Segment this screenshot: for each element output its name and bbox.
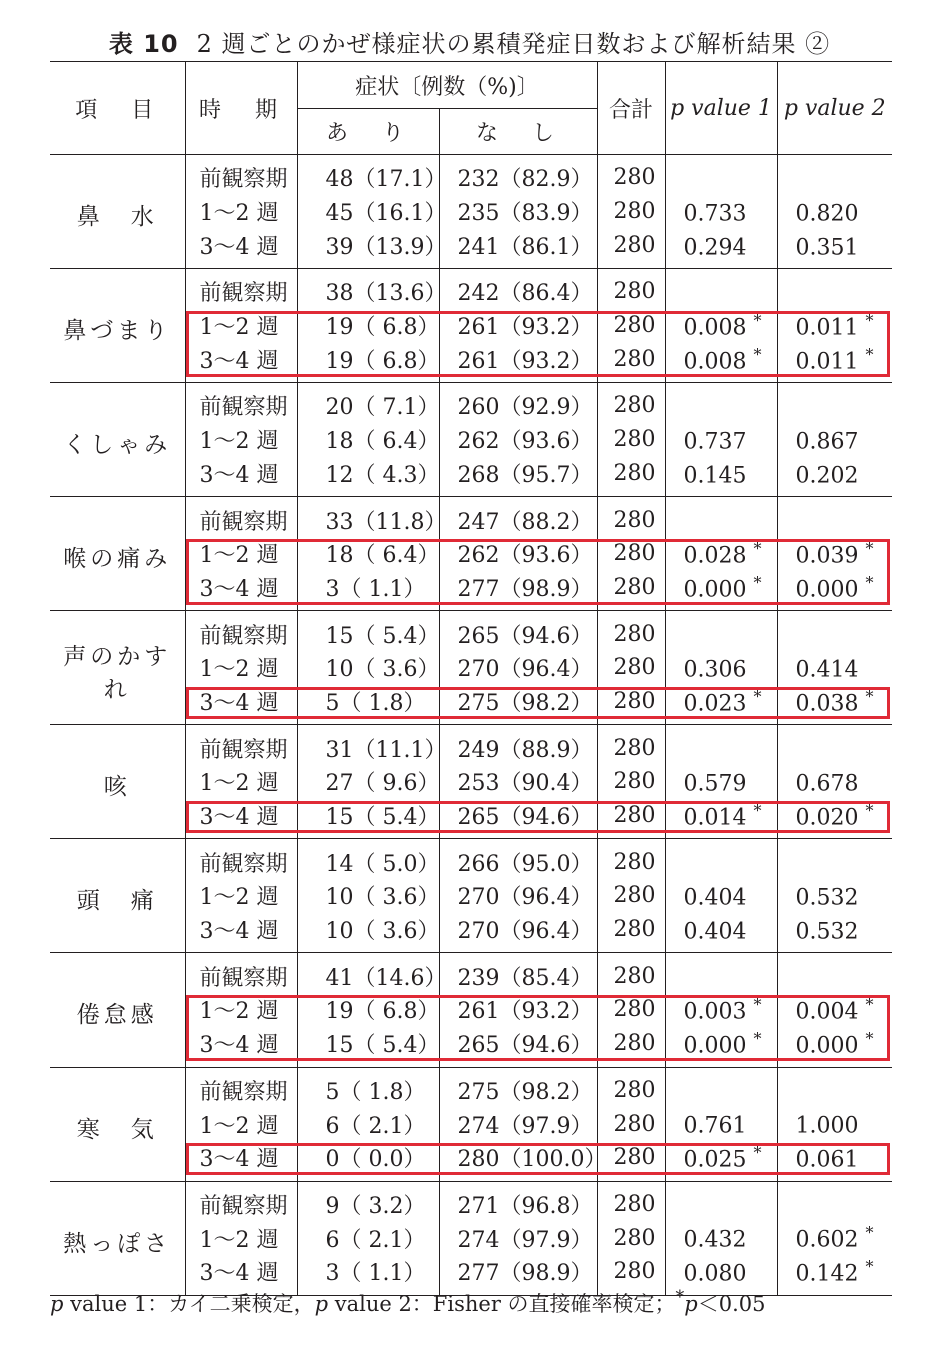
table-row [50, 1067, 892, 1107]
ari-cell: 45（16.1） [297, 195, 439, 229]
total-cell: 280 [597, 1181, 665, 1221]
significance-mark: * [753, 995, 762, 1015]
p-value-1-cell [665, 457, 777, 497]
p-value-1: 0.404 [683, 919, 747, 945]
footnote-sig-mark: * [675, 1288, 685, 1308]
p-value-1-cell [665, 799, 777, 839]
symptom-name: 喉の痛み [63, 546, 172, 573]
ari-cell: 3（ 1.1） [297, 1255, 439, 1295]
significance-mark: * [865, 995, 874, 1015]
ari-cell: 15（ 5.4） [297, 611, 439, 651]
total-cell: 280 [597, 537, 665, 571]
p-value-2: 0.000 [795, 1033, 859, 1059]
ari-cell: 10（ 3.6） [297, 651, 439, 685]
p-value-1: 0.008 [683, 348, 747, 374]
symptom-name: 声のかすれ [63, 643, 172, 703]
footnote [50, 1288, 766, 1318]
p-value-2-cell [777, 1107, 892, 1141]
significance-mark: * [865, 1028, 874, 1048]
period-cell: 前観察期 [185, 611, 297, 651]
p-value-2-cell [777, 839, 892, 879]
nashi-cell: 261（93.2） [439, 342, 597, 382]
p-value-2-cell [777, 953, 892, 993]
significance-mark: * [865, 686, 874, 706]
footnote-sig-text: ＜0.05 [697, 1292, 766, 1316]
p-value-1-cell [665, 309, 777, 343]
p-value-1: 0.003 [683, 999, 747, 1025]
p-value-1-cell [665, 269, 777, 309]
symptom-name: 倦怠感 [76, 1002, 158, 1029]
nashi-cell: 274（97.9） [439, 1107, 597, 1141]
ari-cell: 0（ 0.0） [297, 1141, 439, 1181]
p-value-1: 0.432 [683, 1227, 747, 1253]
ari-cell: 5（ 1.8） [297, 685, 439, 725]
nashi-cell: 270（96.4） [439, 879, 597, 913]
p-value-1: 0.014 [683, 805, 747, 831]
nashi-cell: 232（82.9） [439, 155, 597, 195]
p-value-1: 0.145 [683, 463, 747, 488]
ari-cell: 31（11.1） [297, 725, 439, 765]
period-cell: 1～2 週 [185, 879, 297, 913]
p-value-2-cell [777, 685, 892, 725]
p-value-2-cell [777, 651, 892, 685]
p-value-2: 0.000 [795, 577, 859, 603]
p-value-2: 0.414 [795, 657, 859, 683]
p-value-1-cell [665, 423, 777, 457]
p-value-2-cell [777, 309, 892, 343]
nashi-cell: 253（90.4） [439, 765, 597, 799]
table-row [50, 497, 892, 537]
ari-cell: 6（ 2.1） [297, 1107, 439, 1141]
significance-mark: * [865, 1257, 874, 1277]
total-cell: 280 [597, 611, 665, 651]
ari-cell: 14（ 5.0） [297, 839, 439, 879]
ari-cell: 9（ 3.2） [297, 1181, 439, 1221]
ari-cell: 15（ 5.4） [297, 1027, 439, 1067]
ari-cell: 3（ 1.1） [297, 571, 439, 611]
p-value-1-cell [665, 195, 777, 229]
p-value-1-cell [665, 1181, 777, 1221]
symptom-name: 鼻 水 [76, 204, 158, 231]
caption-text: 2 週ごとのかぜ様症状の累積発症日数および解析結果 ② [196, 30, 831, 58]
period-cell: 1～2 週 [185, 537, 297, 571]
results-table [50, 61, 892, 1296]
period-cell: 1～2 週 [185, 195, 297, 229]
significance-mark: * [865, 539, 874, 559]
ari-cell: 6（ 2.1） [297, 1221, 439, 1255]
p-value-2: 0.011 [795, 315, 859, 341]
period-cell: 1～2 週 [185, 423, 297, 457]
total-cell: 280 [597, 228, 665, 268]
table-row [50, 1181, 892, 1221]
footnote-sig-p: p [684, 1292, 698, 1316]
p-value-1-cell [665, 651, 777, 685]
period-cell: 前観察期 [185, 725, 297, 765]
total-cell: 280 [597, 799, 665, 839]
nashi-cell: 271（96.8） [439, 1181, 597, 1221]
total-cell: 280 [597, 913, 665, 953]
total-cell: 280 [597, 342, 665, 382]
p-value-1-cell [665, 953, 777, 993]
symptom-group [50, 383, 892, 497]
nashi-cell: 265（94.6） [439, 611, 597, 651]
p-value-2: 0.142 [795, 1261, 859, 1287]
p-value-1-cell [665, 913, 777, 953]
nashi-cell: 266（95.0） [439, 839, 597, 879]
header-ari: あ り [297, 109, 439, 155]
total-cell: 280 [597, 423, 665, 457]
total-cell: 280 [597, 383, 665, 423]
p-value-2-cell [777, 571, 892, 611]
total-cell: 280 [597, 1221, 665, 1255]
nashi-cell: 275（98.2） [439, 1067, 597, 1107]
significance-mark: * [865, 800, 874, 820]
nashi-cell: 260（92.9） [439, 383, 597, 423]
p-value-2-cell [777, 993, 892, 1027]
p-value-2-cell [777, 725, 892, 765]
symptom-group [50, 269, 892, 383]
p-value-1: 0.733 [683, 201, 747, 227]
total-cell: 280 [597, 497, 665, 537]
significance-mark: * [753, 1143, 762, 1163]
nashi-cell: 280（100.0） [439, 1141, 597, 1181]
nashi-cell: 274（97.9） [439, 1221, 597, 1255]
period-cell: 前観察期 [185, 839, 297, 879]
symptom-name: くしゃみ [63, 432, 172, 459]
p-value-1: 0.080 [683, 1261, 747, 1287]
p-value-2-cell [777, 1141, 892, 1181]
significance-mark: * [865, 344, 874, 364]
period-cell: 前観察期 [185, 1067, 297, 1107]
p-value-2-cell [777, 611, 892, 651]
ari-cell: 20（ 7.1） [297, 383, 439, 423]
header-period: 時 期 [185, 62, 297, 155]
total-cell: 280 [597, 765, 665, 799]
ari-cell: 19（ 6.8） [297, 309, 439, 343]
symptom-name: 頭 痛 [76, 888, 158, 915]
p-value-2-cell [777, 1067, 892, 1107]
total-cell: 280 [597, 879, 665, 913]
nashi-cell: 275（98.2） [439, 685, 597, 725]
p-value-2: 0.061 [795, 1147, 859, 1173]
p-value-1: 0.023 [683, 691, 747, 717]
p-value-2-cell [777, 913, 892, 953]
total-cell: 280 [597, 1141, 665, 1181]
p-value-2-cell [777, 155, 892, 195]
p-value-2-cell [777, 497, 892, 537]
significance-mark: * [753, 344, 762, 364]
table-row [50, 839, 892, 879]
p-value-2-cell [777, 1255, 892, 1295]
p-value-2-cell [777, 799, 892, 839]
nashi-cell: 242（86.4） [439, 269, 597, 309]
total-cell: 280 [597, 1255, 665, 1295]
symptom-group [50, 1181, 892, 1295]
header-total: 合計 [597, 62, 665, 155]
total-cell: 280 [597, 155, 665, 195]
p-value-1-cell [665, 497, 777, 537]
ari-cell: 39（13.9） [297, 228, 439, 268]
ari-cell: 19（ 6.8） [297, 993, 439, 1027]
significance-mark: * [865, 310, 874, 330]
footnote-p2-text: value 2：Fisher の直接確率検定； [328, 1292, 676, 1316]
total-cell: 280 [597, 953, 665, 993]
table-row [50, 269, 892, 309]
ari-cell: 38（13.6） [297, 269, 439, 309]
p-value-2-cell [777, 269, 892, 309]
symptom-name: 寒 気 [76, 1116, 158, 1143]
table-row [50, 383, 892, 423]
significance-mark: * [753, 686, 762, 706]
ari-cell: 15（ 5.4） [297, 799, 439, 839]
p-value-2-cell [777, 195, 892, 229]
p-value-2: 0.532 [795, 919, 859, 945]
nashi-cell: 277（98.9） [439, 1255, 597, 1295]
p-value-1: 0.294 [683, 234, 747, 260]
header-item: 項 目 [75, 97, 160, 123]
p-value-2: 0.020 [795, 805, 859, 831]
total-cell: 280 [597, 1027, 665, 1067]
nashi-cell: 241（86.1） [439, 228, 597, 268]
period-cell: 1～2 週 [185, 765, 297, 799]
header-p-value-1: p value 1 [665, 62, 777, 155]
p-value-2-cell [777, 1221, 892, 1255]
period-cell: 1～2 週 [185, 651, 297, 685]
nashi-cell: 270（96.4） [439, 651, 597, 685]
p-value-2: 0.004 [795, 999, 859, 1025]
ari-cell: 10（ 3.6） [297, 913, 439, 953]
p-value-2-cell [777, 383, 892, 423]
p-value-2: 0.011 [795, 348, 859, 374]
p-value-2-cell [777, 765, 892, 799]
nashi-cell: 262（93.6） [439, 423, 597, 457]
period-cell: 3～4 週 [185, 913, 297, 953]
period-cell: 1～2 週 [185, 993, 297, 1027]
period-cell: 3～4 週 [185, 685, 297, 725]
total-cell: 280 [597, 839, 665, 879]
nashi-cell: 247（88.2） [439, 497, 597, 537]
period-cell: 3～4 週 [185, 1255, 297, 1295]
period-cell: 3～4 週 [185, 1141, 297, 1181]
p-value-1-cell [665, 571, 777, 611]
period-cell: 3～4 週 [185, 457, 297, 497]
nashi-cell: 239（85.4） [439, 953, 597, 993]
p-value-1-cell [665, 993, 777, 1027]
p-value-2: 1.000 [795, 1113, 859, 1139]
significance-mark: * [753, 572, 762, 592]
p-value-2-cell [777, 423, 892, 457]
period-cell: 前観察期 [185, 269, 297, 309]
p-value-1-cell [665, 537, 777, 571]
symptom-name: 熱っぽさ [63, 1230, 172, 1257]
nashi-cell: 249（88.9） [439, 725, 597, 765]
p-value-1-cell [665, 1027, 777, 1067]
total-cell: 280 [597, 725, 665, 765]
p-value-1-cell [665, 765, 777, 799]
ari-cell: 18（ 6.4） [297, 423, 439, 457]
p-value-2: 0.867 [795, 429, 859, 455]
p-value-1: 0.000 [683, 1033, 747, 1059]
table-row [50, 725, 892, 765]
total-cell: 280 [597, 457, 665, 497]
p-value-2: 0.820 [795, 201, 859, 227]
p-value-1: 0.008 [683, 315, 747, 341]
nashi-cell: 262（93.6） [439, 537, 597, 571]
p-value-2: 0.038 [795, 691, 859, 717]
p-value-1-cell [665, 611, 777, 651]
p-value-2: 0.602 [795, 1227, 859, 1253]
p-value-2: 0.678 [795, 771, 859, 797]
nashi-cell: 265（94.6） [439, 799, 597, 839]
significance-mark: * [865, 1223, 874, 1243]
nashi-cell: 270（96.4） [439, 913, 597, 953]
p-value-1: 0.306 [683, 657, 747, 683]
ari-cell: 5（ 1.8） [297, 1067, 439, 1107]
period-cell: 3～4 週 [185, 571, 297, 611]
p-value-1-cell [665, 1221, 777, 1255]
p-value-2: 0.202 [795, 463, 859, 488]
ari-cell: 41（14.6） [297, 953, 439, 993]
nashi-cell: 261（93.2） [439, 993, 597, 1027]
period-cell: 3～4 週 [185, 799, 297, 839]
period-cell: 前観察期 [185, 953, 297, 993]
total-cell: 280 [597, 1107, 665, 1141]
period-cell: 1～2 週 [185, 1221, 297, 1255]
p-value-1-cell [665, 685, 777, 725]
period-cell: 3～4 週 [185, 228, 297, 268]
period-cell: 前観察期 [185, 497, 297, 537]
p-value-1: 0.404 [683, 885, 747, 911]
symptom-group [50, 1067, 892, 1181]
ari-cell: 27（ 9.6） [297, 765, 439, 799]
significance-mark: * [753, 310, 762, 330]
p-value-1-cell [665, 155, 777, 195]
p-value-2: 0.039 [795, 543, 859, 569]
p-value-1-cell [665, 725, 777, 765]
symptom-group [50, 497, 892, 611]
symptom-name: 咳 [103, 774, 131, 801]
p-value-1-cell [665, 1141, 777, 1181]
p-value-2: 0.351 [795, 234, 859, 260]
significance-mark: * [753, 800, 762, 820]
nashi-cell: 261（93.2） [439, 309, 597, 343]
p-value-1-cell [665, 1107, 777, 1141]
footnote-p1-symbol: p [50, 1292, 64, 1316]
total-cell: 280 [597, 571, 665, 611]
ari-cell: 19（ 6.8） [297, 342, 439, 382]
nashi-cell: 277（98.9） [439, 571, 597, 611]
total-cell: 280 [597, 993, 665, 1027]
p-value-2-cell [777, 457, 892, 497]
p-value-1-cell [665, 879, 777, 913]
period-cell: 3～4 週 [185, 342, 297, 382]
total-cell: 280 [597, 685, 665, 725]
symptom-group [50, 839, 892, 953]
p-value-1-cell [665, 228, 777, 268]
period-cell: 3～4 週 [185, 1027, 297, 1067]
total-cell: 280 [597, 651, 665, 685]
footnote-p2-symbol: p [314, 1292, 329, 1316]
symptom-name: 鼻づまり [63, 318, 172, 345]
period-cell: 前観察期 [185, 383, 297, 423]
symptom-group [50, 155, 892, 269]
p-value-1: 0.737 [683, 429, 747, 455]
p-value-1: 0.579 [683, 771, 747, 797]
footnote-p1-text: value 1：カイ二乗検定， [63, 1292, 315, 1316]
p-value-2-cell [777, 1027, 892, 1067]
p-value-1-cell [665, 342, 777, 382]
p-value-2-cell [777, 537, 892, 571]
p-value-2-cell [777, 228, 892, 268]
p-value-1-cell [665, 383, 777, 423]
p-value-2-cell [777, 879, 892, 913]
nashi-cell: 265（94.6） [439, 1027, 597, 1067]
period-cell: 前観察期 [185, 1181, 297, 1221]
p-value-1: 0.000 [683, 577, 747, 603]
p-value-1-cell [665, 1067, 777, 1107]
ari-cell: 48（17.1） [297, 155, 439, 195]
ari-cell: 33（11.8） [297, 497, 439, 537]
significance-mark: * [865, 572, 874, 592]
p-value-1-cell [665, 839, 777, 879]
significance-mark: * [753, 1028, 762, 1048]
symptom-group [50, 953, 892, 1067]
header-nashi: な し [439, 109, 597, 155]
table-caption [0, 24, 939, 59]
p-value-2: 0.532 [795, 885, 859, 911]
p-value-1: 0.028 [683, 543, 747, 569]
table-row [50, 155, 892, 195]
significance-mark: * [753, 539, 762, 559]
p-value-1: 0.025 [683, 1147, 747, 1173]
ari-cell: 12（ 4.3） [297, 457, 439, 497]
period-cell: 前観察期 [185, 155, 297, 195]
ari-cell: 10（ 3.6） [297, 879, 439, 913]
ari-cell: 18（ 6.4） [297, 537, 439, 571]
header-symptom-group: 症状〔例数（%)〕 [297, 62, 597, 109]
symptom-group [50, 611, 892, 725]
header-p-value-2: p value 2 [777, 62, 892, 155]
caption-label: 表 10 [108, 30, 179, 58]
table-row [50, 611, 892, 651]
p-value-2-cell [777, 1181, 892, 1221]
period-cell: 1～2 週 [185, 1107, 297, 1141]
total-cell: 280 [597, 1067, 665, 1107]
total-cell: 280 [597, 195, 665, 229]
total-cell: 280 [597, 269, 665, 309]
period-cell: 1～2 週 [185, 309, 297, 343]
p-value-2-cell [777, 342, 892, 382]
symptom-group [50, 725, 892, 839]
table-row [50, 953, 892, 993]
nashi-cell: 268（95.7） [439, 457, 597, 497]
nashi-cell: 235（83.9） [439, 195, 597, 229]
total-cell: 280 [597, 309, 665, 343]
p-value-1: 0.761 [683, 1113, 747, 1139]
